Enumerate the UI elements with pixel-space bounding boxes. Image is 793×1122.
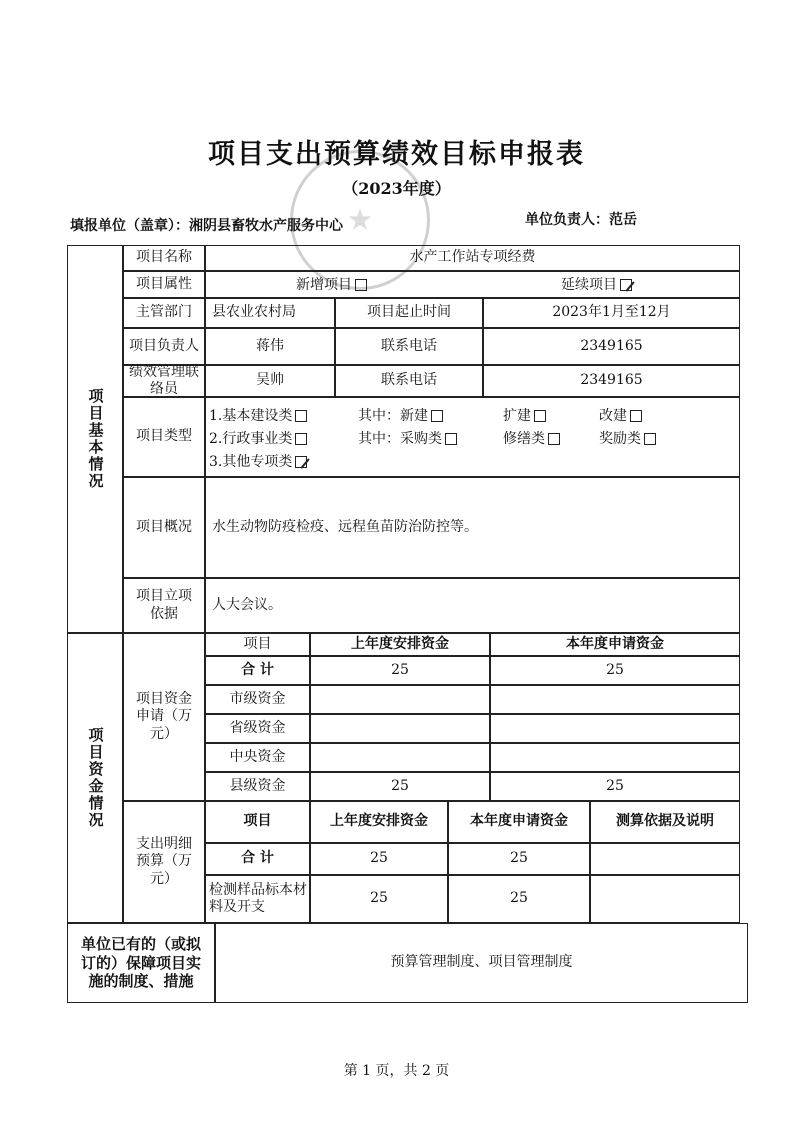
type-3[interactable]: 3.其他专项类 <box>209 454 307 472</box>
funding-row-current <box>490 685 740 714</box>
funding-row-name: 市级资金 <box>205 685 310 714</box>
expense-detail-label: 支出明细预算（万元） <box>123 801 205 923</box>
basis-value: 人大会议。 <box>205 578 740 633</box>
period-label: 项目起止时间 <box>335 298 483 328</box>
phone-value-1: 2349165 <box>483 328 740 365</box>
type-1[interactable]: 1.基本建设类 <box>209 408 307 426</box>
attr-new-checkbox[interactable] <box>355 279 367 291</box>
type-2-checkbox[interactable] <box>295 433 307 445</box>
funding-row-name: 中央资金 <box>205 743 310 772</box>
funding-application-label: 项目资金申请（万元） <box>123 633 205 801</box>
project-name-label: 项目名称 <box>123 245 205 271</box>
detail-row-name: 合 计 <box>205 843 310 875</box>
unit-person-in-charge: 单位负责人：范岳 <box>525 212 637 228</box>
attr-continue-option[interactable]: 延续项目 <box>561 277 632 295</box>
page-number: 第 1 页，共 2 页 <box>343 1063 450 1079</box>
year-subtitle: （2023年度） <box>342 179 451 198</box>
section-funding-label: 项目资金情况 <box>67 633 123 923</box>
detail-header-item: 项目 <box>205 801 310 843</box>
phone-label-2: 联系电话 <box>335 365 483 397</box>
detail-row-note <box>590 875 740 923</box>
detail-row-name: 检测样品标本材料及开支 <box>205 875 310 923</box>
funding-row-last <box>310 714 490 743</box>
project-attribute-options <box>205 271 740 298</box>
detail-row-last: 25 <box>310 843 448 875</box>
period-value: 2023年1月至12月 <box>483 298 740 328</box>
funding-row-current: 25 <box>490 656 740 685</box>
guarantee-measures-value: 预算管理制度、项目管理制度 <box>215 923 748 1003</box>
overview-value: 水生动物防疫检疫、远程鱼苗防治防控等。 <box>205 477 740 578</box>
perf-contact-label: 绩效管理联络员 <box>123 365 205 397</box>
page-title: 项目支出预算绩效目标申报表 <box>208 139 585 170</box>
dept-label: 主管部门 <box>123 298 205 328</box>
detail-row-note <box>590 843 740 875</box>
reporting-unit: 填报单位（盖章）：湘阴县畜牧水产服务中心 <box>70 218 343 234</box>
funding-row-last <box>310 743 490 772</box>
type-1-rebuild[interactable]: 改建 <box>599 408 642 426</box>
type-3-checkbox[interactable] <box>295 456 307 468</box>
basis-label: 项目立项依据 <box>123 578 205 633</box>
type-1-new[interactable]: 其中：新建 <box>358 408 443 426</box>
detail-header-last-year: 上年度安排资金 <box>310 801 448 843</box>
overview-label: 项目概况 <box>123 477 205 578</box>
attr-continue-checkbox[interactable] <box>620 279 632 291</box>
project-attribute-label: 项目属性 <box>123 271 205 298</box>
attr-new-option[interactable]: 新增项目 <box>296 277 367 295</box>
detail-row-current: 25 <box>448 875 590 923</box>
funding-row-name: 县级资金 <box>205 772 310 801</box>
detail-row-current: 25 <box>448 843 590 875</box>
type-2-purchase[interactable]: 其中：采购类 <box>358 431 457 449</box>
leader-label: 项目负责人 <box>123 328 205 365</box>
funding-row-current <box>490 714 740 743</box>
phone-value-2: 2349165 <box>483 365 740 397</box>
guarantee-measures-label: 单位已有的（或拟订的）保障项目实施的制度、措施 <box>67 923 215 1003</box>
detail-header-basis: 测算依据及说明 <box>590 801 740 843</box>
section-basic-info-label: 项目基本情况 <box>67 245 123 633</box>
type-1-expand[interactable]: 扩建 <box>503 408 546 426</box>
dept-value: 县农业农村局 <box>205 298 335 328</box>
funding-row-name: 省级资金 <box>205 714 310 743</box>
funding-row-last <box>310 685 490 714</box>
perf-contact-value: 吴帅 <box>205 365 335 397</box>
funding-row-name: 合 计 <box>205 656 310 685</box>
funding-header-this-year: 本年度申请资金 <box>490 633 740 656</box>
phone-label-1: 联系电话 <box>335 328 483 365</box>
funding-row-current <box>490 743 740 772</box>
project-name-value: 水产工作站专项经费 <box>205 245 740 271</box>
funding-row-last: 25 <box>310 656 490 685</box>
detail-header-this-year: 本年度申请资金 <box>448 801 590 843</box>
type-1-checkbox[interactable] <box>295 410 307 422</box>
funding-header-item: 项目 <box>205 633 310 656</box>
funding-row-last: 25 <box>310 772 490 801</box>
project-type-label: 项目类型 <box>123 397 205 477</box>
type-2-repair[interactable]: 修缮类 <box>503 431 560 449</box>
funding-row-current: 25 <box>490 772 740 801</box>
type-2-reward[interactable]: 奖励类 <box>599 431 656 449</box>
leader-value: 蒋伟 <box>205 328 335 365</box>
funding-header-last-year: 上年度安排资金 <box>310 633 490 656</box>
project-type-options <box>205 397 740 477</box>
detail-row-last: 25 <box>310 875 448 923</box>
type-2[interactable]: 2.行政事业类 <box>209 431 307 449</box>
